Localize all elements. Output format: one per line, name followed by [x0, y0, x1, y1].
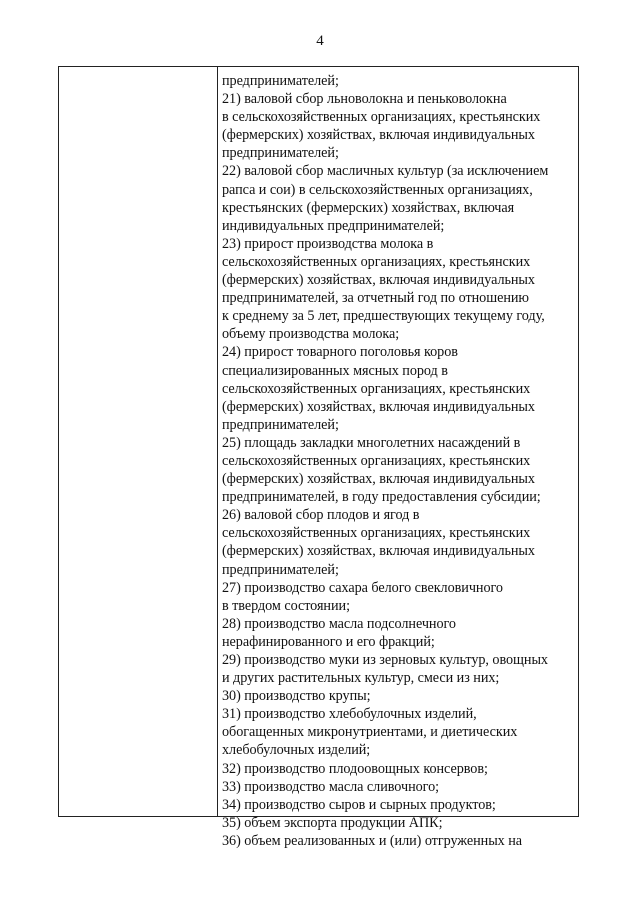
table-text-line: специализированных мясных пород в	[222, 362, 448, 379]
table-text-line: сельскохозяйственных организациях, крестьянских	[222, 525, 531, 542]
table-text-line: предпринимателей;	[222, 561, 339, 578]
table-text-line: 29) производство муки из зерновых культур, овощных	[222, 652, 548, 668]
page-number: 4	[316, 33, 324, 49]
table-text-line: (фермерских) хозяйствах, включая индивидуальных	[222, 543, 535, 560]
table-text-line: 23) прирост производства молока в	[222, 235, 434, 252]
table-text-line: нерафинированного и его фракций;	[222, 633, 435, 650]
table-text-line: 35) объем экспорта продукции АПК;	[222, 814, 443, 831]
table-text-line: 34) производство сыров и сырных продуктов;	[222, 796, 496, 813]
table-text-line: 21) валовой сбор льноволокна и пеньковолокна	[222, 91, 507, 108]
table-text-line: 32) производство плодоовощных консервов;	[222, 760, 488, 777]
table-text-line: 30) производство крупы;	[222, 688, 371, 705]
table-text-line: (фермерских) хозяйствах, включая индивидуальных	[222, 272, 535, 289]
table-text-line: и других растительных культур, смеси из них;	[222, 670, 500, 687]
table-text-line: 24) прирост товарного поголовья коров	[222, 344, 458, 361]
table-text-line: в твердом состоянии;	[222, 597, 350, 614]
table-text-line: к среднему за 5 лет, предшествующих текущему году,	[222, 308, 545, 325]
table-text-line: сельскохозяйственных организациях, крестьянских	[222, 253, 531, 270]
table-text-line: (фермерских) хозяйствах, включая индивидуальных	[222, 471, 535, 488]
table-right-cell	[218, 67, 578, 849]
table-text-line: 22) валовой сбор масличных культур (за исключением	[222, 163, 549, 180]
table-text-line: 25) площадь закладки многолетних насаждений в	[222, 434, 521, 451]
table-text-line: 27) производство сахара белого свекловичного	[222, 579, 503, 596]
table-text-line: обогащенных микронутриентами, и диетических	[222, 724, 518, 741]
table-text-line: 36) объем реализованных и (или) отгруженных на	[222, 832, 523, 849]
table-text-line: сельскохозяйственных организациях, крестьянских	[222, 380, 531, 397]
table-text-line: предпринимателей;	[222, 145, 339, 162]
table-text-line: (фермерских) хозяйствах, включая индивидуальных	[222, 398, 535, 415]
table-text-line: крестьянских (фермерских) хозяйствах, включая	[222, 199, 515, 216]
table-text-line: 28) производство масла подсолнечного	[222, 615, 456, 632]
document-table	[58, 66, 579, 849]
table-text-line: 26) валовой сбор плодов и ягод в	[222, 507, 420, 524]
table-text-line: предпринимателей;	[222, 416, 339, 433]
table-text-line: предпринимателей, в году предоставления субсидии;	[222, 489, 541, 506]
table-text-line: в сельскохозяйственных организациях, крестьянских	[222, 109, 541, 126]
table-text-line: предпринимателей, за отчетный год по отношению	[222, 290, 529, 307]
table-left-cell	[59, 67, 218, 816]
table-text-line: индивидуальных предпринимателей;	[222, 217, 445, 234]
table-text-line: 33) производство масла сливочного;	[222, 778, 439, 795]
table-text-line: объему производства молока;	[222, 326, 400, 343]
table-text-line: сельскохозяйственных организациях, крестьянских	[222, 452, 531, 469]
table-text-line: 31) производство хлебобулочных изделий,	[222, 706, 477, 723]
table-text-line: хлебобулочных изделий;	[222, 742, 371, 759]
table-text-line: рапса и сои) в сельскохозяйственных организациях,	[222, 181, 533, 198]
table-text-line: (фермерских) хозяйствах, включая индивидуальных	[222, 127, 535, 144]
table-text-line: предпринимателей;	[222, 73, 339, 89]
